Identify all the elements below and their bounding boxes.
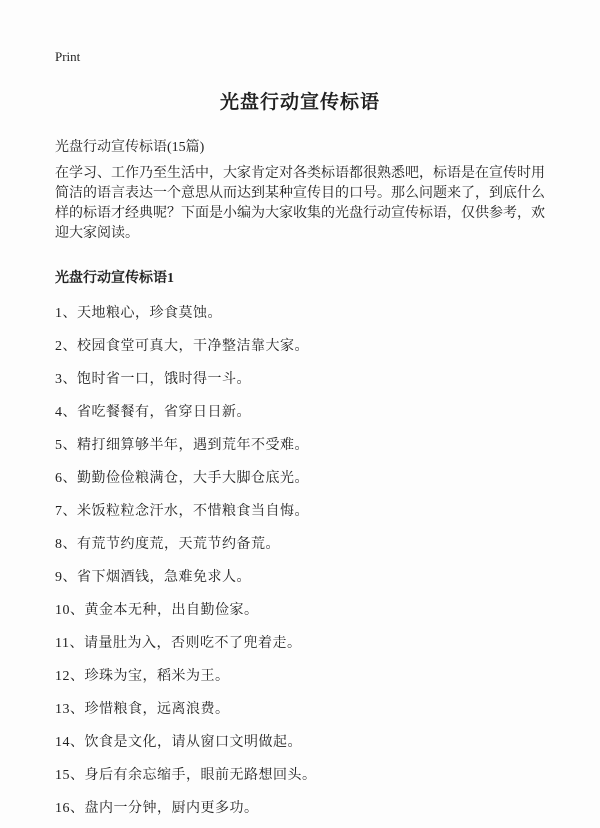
slogan-item: 13、珍惜粮食，远离浪费。 <box>55 702 230 717</box>
slogan-item: 8、有荒节约度荒，天荒节约备荒。 <box>55 537 280 552</box>
slogan-item: 7、米饭粒粒念汗水，不惜粮食当自悔。 <box>55 504 309 519</box>
slogan-item: 1、天地粮心，珍食莫蚀。 <box>55 306 222 321</box>
slogan-item: 9、省下烟酒钱，急难免求人。 <box>55 570 251 585</box>
section-heading: 光盘行动宣传标语1 <box>55 271 174 286</box>
slogan-item: 3、饱时省一口，饿时得一斗。 <box>55 372 251 387</box>
slogan-item: 2、校园食堂可真大，干净整洁靠大家。 <box>55 339 309 354</box>
print-link[interactable]: Print <box>55 49 81 64</box>
slogan-item: 15、身后有余忘缩手，眼前无路想回头。 <box>55 768 317 783</box>
slogan-list <box>55 304 545 818</box>
slogan-item: 16、盘内一分钟，厨内更多功。 <box>55 801 259 816</box>
slogan-item: 14、饮食是文化，请从窗口文明做起。 <box>55 735 302 750</box>
intro-paragraph: 在学习、工作乃至生活中，大家肯定对各类标语都很熟悉吧，标语是在宣传时用简洁的语言表达一个意思从而达到某种宣传目的口号。那么问题来了，到底什么样的标语才经典呢？下面是小编为大家收集的光盘行动宣传标语，仅供参考，欢迎大家阅读。 <box>55 166 545 241</box>
slogan-item: 4、省吃餐餐有，省穿日日新。 <box>55 405 251 420</box>
slogan-item: 12、珍珠为宝，稻米为王。 <box>55 669 230 684</box>
slogan-item: 11、请量肚为入，否则吃不了兜着走。 <box>55 636 302 651</box>
page-title: 光盘行动宣传标语 <box>219 92 380 113</box>
slogan-item: 10、黄金本无种，出自勤俭家。 <box>55 603 259 618</box>
slogan-item: 5、精打细算够半年，遇到荒年不受难。 <box>55 438 309 453</box>
doc-subtitle: 光盘行动宣传标语(15篇) <box>55 140 205 155</box>
slogan-item: 6、勤勤俭俭粮满仓，大手大脚仓底光。 <box>55 471 309 486</box>
